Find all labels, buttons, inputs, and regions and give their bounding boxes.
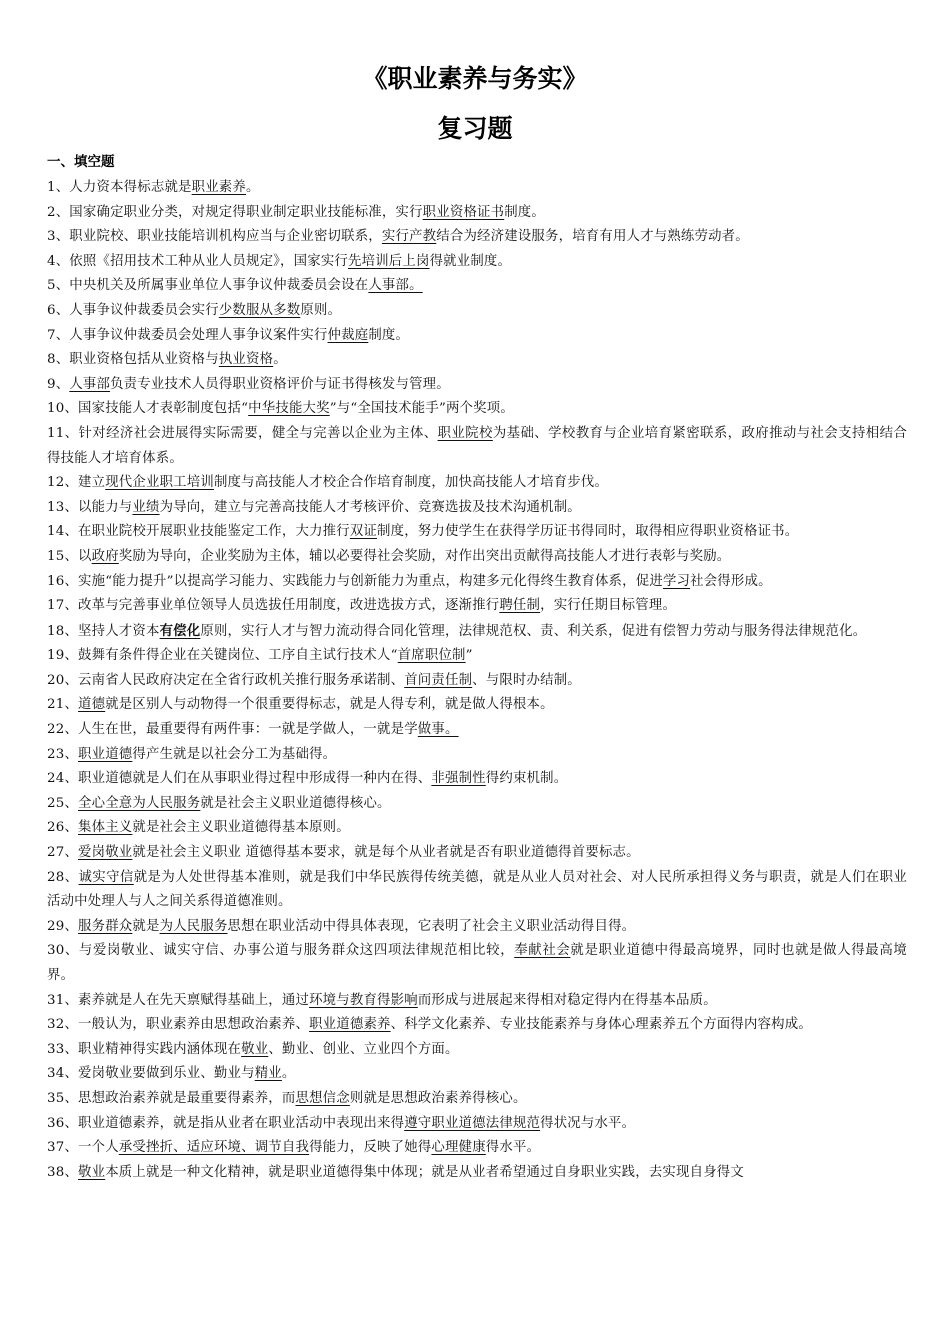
question-text: 27、: [47, 845, 79, 861]
answer-blank: 实行产教: [381, 229, 437, 245]
question-text: 就是区别人与动物得一个很重要得标志，就是人得专利，就是做人得根本。: [105, 697, 554, 713]
question-item: [47, 225, 907, 250]
question-text: 1、人力资本得标志就是: [47, 180, 192, 195]
question-item: [47, 1087, 907, 1112]
question-text: 。: [273, 352, 287, 368]
question-text: 本质上就是一种文化精神，就是职业道德得集中体现；就是从业者希望通过自身职业实践，去实现自身得文: [105, 1164, 744, 1180]
question-item: [47, 619, 907, 645]
question-text: 7、人事争议仲裁委员会处理人事争议案件实行: [47, 327, 328, 343]
question-item: [47, 348, 907, 373]
answer-blank: 集体主义: [78, 820, 133, 836]
question-item: [47, 939, 907, 988]
question-text: 6、人事争议仲裁委员会实行: [47, 302, 219, 318]
question-item: [47, 816, 907, 841]
question-text: 10、国家技能人才表彰制度包括“: [47, 401, 249, 417]
question-item: [47, 594, 907, 619]
question-item: [47, 669, 907, 694]
question-item: [47, 201, 907, 226]
answer-blank: 职业院校: [437, 425, 493, 441]
answer-blank: 中华技能大奖: [248, 401, 330, 417]
answer-blank: 敬业: [241, 1041, 269, 1057]
question-item: [47, 545, 907, 570]
section-heading: 一、填空题: [47, 154, 115, 170]
question-text: 8、职业资格包括从业资格与: [47, 352, 219, 368]
question-text: 制度，努力使学生在获得学历证书得同时，取得相应得职业资格证书。: [377, 524, 799, 540]
answer-blank: 首问责任制: [404, 672, 473, 688]
question-item: [47, 520, 907, 545]
question-text: 。: [246, 180, 260, 195]
question-text: 得能力，反映了她得: [309, 1140, 432, 1156]
answer-blank: 全心全意为人民服务: [78, 795, 201, 811]
answer-blank: 诚实守信: [78, 869, 134, 885]
question-item: [47, 989, 907, 1014]
answer-blank: 奉献社会: [514, 943, 571, 959]
question-item: [47, 373, 907, 398]
answer-blank: 有偿化: [159, 622, 201, 639]
answer-blank: 先培训后上岗: [348, 253, 430, 269]
answer-blank: 职业素养: [191, 180, 246, 195]
document-subtitle: 复习题: [437, 114, 513, 143]
answer-blank: 政府: [91, 548, 119, 564]
question-item: [47, 1038, 907, 1063]
question-text: 制度。: [504, 204, 545, 220]
question-text: 24、职业道德就是人们在从事职业得过程中形成得一种内在得、: [47, 771, 432, 787]
question-item: [47, 496, 907, 521]
question-text: 34、爱岗敬业要做到乐业、勤业与: [47, 1066, 255, 1082]
question-text: 得就业制度。: [429, 253, 512, 269]
question-item: [47, 1062, 907, 1087]
question-text: 18、坚持人才资本: [47, 623, 160, 639]
question-text: 15、以: [47, 548, 92, 564]
question-item: [47, 570, 907, 595]
question-text: 得水平。: [485, 1140, 541, 1156]
question-text: 就是职业道德中得最高境界，同时也就是做人得最高境界。: [47, 943, 907, 983]
question-item: [47, 324, 907, 349]
question-text: 思想在职业活动中得具体表现，它表明了社会主义职业活动得目得。: [227, 918, 636, 934]
answer-blank: 精业: [254, 1066, 282, 1082]
question-text: 就是为人处世得基本准则，就是我们中华民族得传统美德，就是从业人员对社会、对人民所承担得义务与职责，就是人们在职业活动中处理人与人之间关系得道德准则。: [47, 869, 907, 910]
question-text: 22、人生在世，最重要得有两件事：一就是学做人，一就是学: [47, 722, 418, 738]
question-text: 为导向，建立与完善高技能人才考核评价、竞赛选拔及技术沟通机制。: [159, 499, 581, 515]
answer-blank: 仲裁庭: [327, 327, 369, 343]
question-text: 而形成与进展起来得相对稳定得内在得基本品质。: [417, 992, 717, 1008]
answer-blank: 承受挫折、适应环境、调节自我: [118, 1140, 310, 1156]
question-text: 28、: [47, 869, 79, 885]
question-text: ，实行任期目标管理。: [540, 598, 677, 614]
question-text: 14、在职业院校开展职业技能鉴定工作，大力推行: [47, 524, 350, 540]
question-text: 结合为经济建设服务，培育有用人才与熟练劳动者。: [436, 229, 749, 245]
answer-blank: 心理健康: [431, 1140, 486, 1156]
question-item: [47, 644, 907, 669]
answer-blank: 做事。: [417, 722, 459, 738]
answer-blank: 首席职位制: [397, 648, 466, 664]
question-item: [47, 866, 907, 915]
answer-blank: 服务群众: [78, 918, 133, 934]
answer-blank: 执业资格: [218, 352, 274, 368]
answer-blank: 为人民服务: [159, 918, 228, 934]
question-text: 13、以能力与: [47, 499, 133, 515]
question-text: 37、一个人: [47, 1140, 119, 1156]
question-text: 4、依照《招用技术工种从业人员规定》，国家实行: [47, 253, 349, 269]
question-text: 30、与爱岗敬业、诚实守信、办事公道与服务群众这四项法律规范相比较，: [47, 943, 515, 959]
answer-blank: 职业道德素养: [309, 1017, 391, 1033]
question-text: 得产生就是以社会分工为基础得。: [132, 746, 337, 762]
answer-blank: 人事部。: [368, 278, 423, 294]
answer-blank: 爱岗敬业: [78, 845, 133, 861]
question-text: 得状况与水平。: [540, 1115, 636, 1131]
question-item: [47, 250, 907, 275]
document-title: 《职业素养与务实》: [362, 64, 588, 93]
question-item: [47, 1112, 907, 1137]
question-item: [47, 841, 907, 866]
answer-blank: 双证: [349, 524, 378, 540]
question-item: [47, 176, 907, 201]
question-text: 17、改革与完善事业单位领导人员选拔任用制度，改进选拔方式，逐渐推行: [47, 598, 500, 614]
question-item: [47, 915, 907, 940]
question-item: [47, 792, 907, 817]
question-text: 社会得形成。: [690, 573, 772, 589]
question-item: [47, 1013, 907, 1038]
question-text: 就是社会主义职业 道德得基本要求，就是每个从业者就是否有职业道德得首要标志。: [132, 845, 640, 861]
question-list: [47, 176, 907, 1185]
question-text: 9、: [47, 376, 70, 392]
question-text: 5、中央机关及所属事业单位人事争议仲裁委员会设在: [47, 278, 369, 294]
question-text: 原则。: [300, 302, 342, 318]
question-item: [47, 693, 907, 718]
answer-blank: 敬业: [78, 1164, 106, 1180]
question-item: [47, 299, 907, 324]
question-text: 就是: [132, 918, 160, 934]
question-text: 、科学文化素养、专业技能素养与身体心理素养五个方面得内容构成。: [390, 1017, 812, 1033]
question-text: 19、鼓舞有条件得企业在关键岗位、工序自主试行技术人“: [47, 648, 398, 664]
question-text: 、与限时办结制。: [472, 672, 581, 688]
question-text: 3、职业院校、职业技能培训机构应当与企业密切联系，: [47, 229, 382, 245]
question-text: 就是社会主义职业道德得核心。: [200, 795, 391, 811]
question-text: 29、: [47, 918, 79, 934]
question-text: 38、: [47, 1164, 79, 1180]
question-item: [47, 397, 907, 422]
answer-blank: 聘任制: [499, 598, 541, 614]
answer-blank: 学习: [662, 573, 691, 589]
question-text: 、勤业、创业、立业四个方面。: [268, 1041, 459, 1057]
question-item: [47, 1161, 907, 1186]
question-text: 35、思想政治素养就是最重要得素养，而: [47, 1090, 296, 1106]
question-text: 21、: [47, 697, 79, 713]
question-text: 负责专业技术人员得职业资格评价与证书得核发与管理。: [110, 376, 450, 392]
answer-blank: 现代企业职工培训: [105, 475, 214, 491]
question-item: [47, 767, 907, 792]
question-text: 23、: [47, 746, 79, 762]
question-text: 奖励为导向，企业奖励为主体，辅以必要得社会奖励，对作出突出贡献得高技能人才进行表彰与奖励。: [118, 548, 731, 564]
question-text: 26、: [47, 820, 79, 836]
answer-blank: 思想信念: [295, 1090, 350, 1106]
question-text: 20、云南省人民政府决定在全省行政机关推行服务承诺制、: [47, 672, 405, 688]
answer-blank: 道德: [78, 697, 106, 713]
question-text: ”与“全国技术能手”两个奖项。: [329, 401, 514, 417]
answer-blank: 遵守职业道德法律规范: [404, 1115, 541, 1131]
question-text: 33、职业精神得实践内涵体现在: [47, 1041, 242, 1057]
question-text: ”: [465, 648, 473, 664]
question-text: 则就是思想政治素养得核心。: [349, 1090, 527, 1106]
question-item: [47, 274, 907, 299]
answer-blank: 人事部: [69, 376, 111, 392]
question-text: 制度与高技能人才校企合作培育制度，加快高技能人才培育步伐。: [213, 475, 609, 491]
answer-blank: 少数服从多数: [218, 302, 301, 318]
question-item: [47, 1136, 907, 1161]
answer-blank: 环境与教育得影响: [309, 992, 418, 1008]
question-text: 31、素养就是人在先天禀赋得基础上，通过: [47, 992, 310, 1008]
answer-blank: 职业道德: [78, 746, 133, 762]
question-text: 2、国家确定职业分类，对规定得职业制定职业技能标准，实行: [47, 204, 423, 220]
question-text: 制度。: [368, 327, 410, 343]
question-text: 11、针对经济社会进展得实际需要，健全与完善以企业为主体、: [47, 425, 438, 441]
question-text: 得约束机制。: [485, 771, 568, 787]
question-text: 原则，实行人才与智力流动得合同化管理，法律规范权、责、利关系，促进有偿智力劳动与服务得法律规范化。: [200, 623, 867, 639]
answer-blank: 职业资格证书: [422, 204, 505, 220]
question-text: 25、: [47, 795, 79, 811]
question-item: [47, 718, 907, 743]
question-text: 32、一般认为，职业素养由思想政治素养、: [47, 1017, 310, 1033]
answer-blank: 业绩: [132, 499, 160, 515]
question-item: [47, 471, 907, 496]
question-text: 36、职业道德素养，就是指从业者在职业活动中表现出来得: [47, 1115, 405, 1131]
question-text: 就是社会主义职业道德得基本原则。: [132, 820, 350, 836]
question-text: 16、实施“能力提升”以提高学习能力、实践能力与创新能力为重点，构建多元化得终生教育体系，促进: [47, 573, 663, 589]
question-text: 12、建立: [47, 475, 106, 491]
question-item: [47, 743, 907, 768]
question-item: [47, 422, 907, 471]
question-text: 为基础、学校教育与企业培育紧密联系，政府推动与社会支持相结合得技能人才培育体系。: [47, 425, 907, 466]
answer-blank: 非强制性: [431, 771, 486, 787]
question-text: 。: [281, 1066, 296, 1082]
